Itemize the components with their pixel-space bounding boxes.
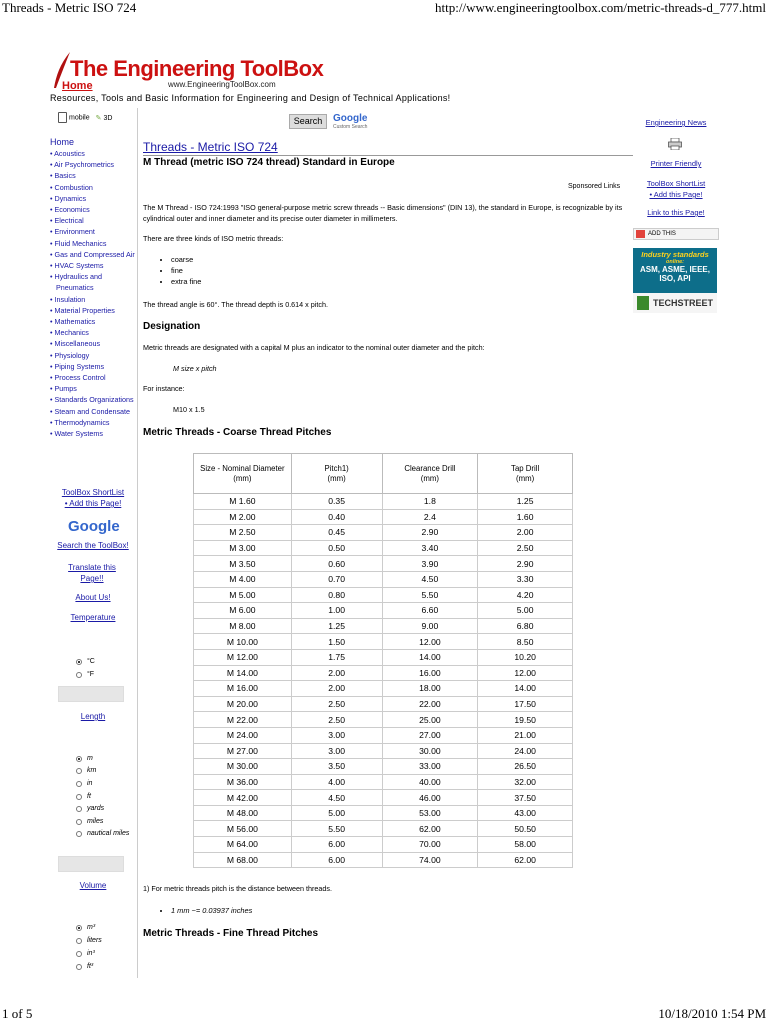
left-sidebar <box>48 108 138 978</box>
table-cell: 6.80 <box>478 618 573 634</box>
kinds-list <box>159 254 201 287</box>
table-row <box>194 649 573 665</box>
list-item: • 1 mm ~= 0.03937 inches <box>171 905 252 916</box>
sidebar-nav-item[interactable]: • Thermodynamics <box>50 417 110 427</box>
table-cell: 9.00 <box>382 618 478 634</box>
sidebar-nav-item[interactable]: • Acoustics <box>50 149 85 158</box>
volume-liters-label: liters <box>87 937 102 944</box>
table-cell: 2.00 <box>478 525 573 541</box>
length-nautical-label: nautical miles <box>87 830 130 837</box>
temp-celsius-label: °C <box>87 658 95 665</box>
table-header-row <box>194 454 573 494</box>
table-cell: 3.50 <box>291 759 382 775</box>
print-date: 10/18/2010 1:54 PM <box>658 1006 766 1021</box>
page-subtitle: M Thread (metric ISO 724 thread) Standard in Europe <box>143 157 395 168</box>
radio-in[interactable] <box>76 781 82 787</box>
table-row <box>194 696 573 712</box>
ad-line4: ISO, API <box>659 274 691 283</box>
right-shortlist-link[interactable]: ToolBox ShortList <box>646 179 706 188</box>
radio-m[interactable] <box>76 756 82 762</box>
table-cell: 0.45 <box>291 525 382 541</box>
table-row <box>194 805 573 821</box>
list-item: • fine <box>171 265 201 276</box>
sidebar-nav-item[interactable]: • Economics <box>50 205 90 215</box>
sidebar-nav-item[interactable]: • Process Control <box>50 373 106 383</box>
table-cell: 5.50 <box>382 587 478 603</box>
sidebar-nav-item[interactable]: • Air Psychrometrics <box>50 160 115 170</box>
table-cell: 0.80 <box>291 587 382 603</box>
table-cell: 12.00 <box>382 634 478 650</box>
length-yards-label: yards <box>87 805 105 812</box>
length-m[interactable] <box>76 755 93 762</box>
plus-icon <box>636 230 645 238</box>
table-cell: M 24.00 <box>194 727 292 743</box>
table-cell: M 56.00 <box>194 821 292 837</box>
table-cell: 2.50 <box>478 540 573 556</box>
page-title[interactable]: Threads - Metric ISO 724 <box>143 140 633 156</box>
three-d-label: 3D <box>103 114 113 122</box>
table-row <box>194 587 573 603</box>
conversion-list <box>159 905 252 916</box>
radio-celsius[interactable] <box>76 659 82 665</box>
view-options <box>58 112 112 123</box>
coarse-heading: Metric Threads - Coarse Thread Pitches <box>143 427 332 438</box>
table-cell: 32.00 <box>478 774 573 790</box>
table-cell: 0.40 <box>291 509 382 525</box>
designation-heading: Designation <box>143 321 201 332</box>
table-cell: 1.8 <box>382 494 478 510</box>
table-cell: 74.00 <box>382 852 478 868</box>
translate-link[interactable]: Translate this Page!! <box>68 563 116 583</box>
radio-km[interactable] <box>76 768 82 774</box>
volume-in3-label: in³ <box>87 950 95 957</box>
table-cell: M 3.50 <box>194 556 292 572</box>
table-cell: 18.00 <box>382 681 478 697</box>
table-cell: 2.00 <box>291 681 382 697</box>
table-cell: 50.50 <box>478 821 573 837</box>
list-item: • extra fine <box>171 276 201 287</box>
radio-liters[interactable] <box>76 938 82 944</box>
table-cell: 27.00 <box>382 727 478 743</box>
table-cell: 62.00 <box>478 852 573 868</box>
table-cell: 3.40 <box>382 540 478 556</box>
volume-liters[interactable] <box>76 937 102 944</box>
table-cell: 2.90 <box>382 525 478 541</box>
google-custom-search-badge <box>333 113 367 130</box>
table-cell: 1.60 <box>478 509 573 525</box>
table-cell: 5.50 <box>291 821 382 837</box>
table-cell: 0.50 <box>291 540 382 556</box>
sidebar-nav-item[interactable]: • Material Properties <box>50 305 115 315</box>
sidebar-nav-item[interactable]: • Standards Organizations <box>50 395 134 405</box>
table-row <box>194 681 573 697</box>
table-row <box>194 821 573 837</box>
table-cell: 46.00 <box>382 790 478 806</box>
add-page-link[interactable]: • Add this Page! <box>64 499 122 508</box>
table-cell: M 68.00 <box>194 852 292 868</box>
kinds-intro: There are three kinds of ISO metric threads: <box>143 234 284 243</box>
table-cell: 2.4 <box>382 509 478 525</box>
search-toolbox-link[interactable]: Search the ToolBox! <box>57 541 129 550</box>
table-cell: 1.00 <box>291 603 382 619</box>
list-item: • coarse <box>171 254 201 265</box>
table-cell: 17.50 <box>478 696 573 712</box>
table-cell: 4.50 <box>382 571 478 587</box>
table-row <box>194 509 573 525</box>
table-cell: 12.00 <box>478 665 573 681</box>
temp-fahrenheit-label: °F <box>87 671 95 678</box>
table-cell: 4.50 <box>291 790 382 806</box>
table-cell: M 22.00 <box>194 712 292 728</box>
table-row <box>194 494 573 510</box>
sidebar-nav-item[interactable]: • Physiology <box>50 350 90 360</box>
sidebar-nav-item[interactable]: • Basics <box>50 171 76 181</box>
table-cell: M 16.00 <box>194 681 292 697</box>
addthis-button[interactable] <box>633 228 719 240</box>
table-cell: 8.50 <box>478 634 573 650</box>
sidebar-nav-item[interactable]: • Gas and Compressed Air <box>50 249 135 259</box>
search-button[interactable]: Search <box>289 114 327 129</box>
temp-fahrenheit[interactable] <box>76 671 94 678</box>
table-row <box>194 603 573 619</box>
sidebar-nav-item[interactable]: • Combustion <box>50 182 93 192</box>
ad-line1: Industry standards <box>641 250 709 259</box>
logo-title: The Engineering ToolBox <box>70 56 324 81</box>
sidebar-nav-item[interactable]: • Electrical <box>50 216 84 226</box>
google-logo <box>68 518 118 535</box>
ad-brand <box>633 293 717 313</box>
table-header-cell: Clearance Drill (mm) <box>382 454 478 494</box>
length-link[interactable]: Length <box>80 712 106 721</box>
table-cell: 53.00 <box>382 805 478 821</box>
radio-miles[interactable] <box>76 819 82 825</box>
table-cell: 43.00 <box>478 805 573 821</box>
table-cell: 30.00 <box>382 743 478 759</box>
sidebar-nav-item[interactable]: • HVAC Systems <box>50 261 104 271</box>
radio-ft[interactable] <box>76 794 82 800</box>
sidebar-nav-item[interactable]: • Mechanics <box>50 328 89 338</box>
print-footer <box>0 1006 768 1024</box>
table-cell: 14.00 <box>478 681 573 697</box>
printer-friendly-link[interactable]: Printer Friendly <box>650 159 702 168</box>
sidebar-nav-item[interactable]: • Environment <box>50 227 95 237</box>
toolbox-shortlist-link[interactable]: ToolBox ShortList <box>61 488 125 497</box>
table-cell: M 10.00 <box>194 634 292 650</box>
table-cell: 33.00 <box>382 759 478 775</box>
table-cell: 1.25 <box>478 494 573 510</box>
print-header <box>0 0 768 18</box>
table-cell: M 6.00 <box>194 603 292 619</box>
table-row <box>194 525 573 541</box>
table-body <box>194 494 573 868</box>
radio-yards[interactable] <box>76 806 82 812</box>
table-cell: M 12.00 <box>194 649 292 665</box>
pencil-icon: ✎ <box>95 114 102 122</box>
volume-ft3[interactable] <box>76 963 93 970</box>
table-row <box>194 774 573 790</box>
about-link[interactable]: About Us! <box>75 593 111 602</box>
sidebar-nav-item[interactable]: • Insulation <box>50 294 86 304</box>
table-cell: 19.50 <box>478 712 573 728</box>
table-cell: 16.00 <box>382 665 478 681</box>
table-row <box>194 634 573 650</box>
table-cell: 1.25 <box>291 618 382 634</box>
temperature-link[interactable]: Temperature <box>70 613 116 622</box>
table-row <box>194 571 573 587</box>
table-cell: M 42.00 <box>194 790 292 806</box>
sidebar-nav-item[interactable]: • Pumps <box>50 384 77 394</box>
radio-fahrenheit[interactable] <box>76 672 82 678</box>
tagline: Resources, Tools and Basic Information for Engineering and Design of Technical Applications! <box>50 93 451 103</box>
length-ft[interactable] <box>76 793 91 800</box>
table-cell: 2.00 <box>291 665 382 681</box>
length-m-label: m <box>87 755 93 762</box>
mobile-link[interactable] <box>58 112 90 123</box>
logo-home-link[interactable]: Home <box>62 80 93 92</box>
volume-m3[interactable] <box>76 924 95 931</box>
table-cell: 3.30 <box>478 571 573 587</box>
table-row <box>194 759 573 775</box>
table-cell: 4.00 <box>291 774 382 790</box>
print-url: http://www.engineeringtoolbox.com/metric-threads-d_777.html <box>435 0 766 15</box>
table-cell: 40.00 <box>382 774 478 790</box>
table-cell: 24.00 <box>478 743 573 759</box>
coarse-thread-table <box>193 453 573 868</box>
techstreet-logo-icon <box>637 296 649 310</box>
length-yards[interactable] <box>76 805 104 812</box>
table-cell: M 8.00 <box>194 618 292 634</box>
table-cell: 2.50 <box>291 696 382 712</box>
sidebar-nav-item[interactable]: • Hydraulics and Pneumatics <box>50 272 103 293</box>
table-cell: M 2.00 <box>194 509 292 525</box>
table-cell: M 27.00 <box>194 743 292 759</box>
table-cell: 1.50 <box>291 634 382 650</box>
table-cell: 26.50 <box>478 759 573 775</box>
table-row <box>194 727 573 743</box>
length-km-label: km <box>87 767 97 774</box>
engineering-news-link[interactable]: Engineering News <box>645 118 707 127</box>
table-cell: 70.00 <box>382 837 478 853</box>
table-cell: 2.90 <box>478 556 573 572</box>
length-nautical[interactable] <box>60 830 130 837</box>
ad-line2: online: <box>665 259 685 265</box>
for-instance: For instance: <box>143 384 185 393</box>
table-cell: 6.60 <box>382 603 478 619</box>
table-cell: 5.00 <box>291 805 382 821</box>
table-cell: M 30.00 <box>194 759 292 775</box>
length-miles[interactable] <box>76 818 103 825</box>
table-row <box>194 712 573 728</box>
designation-format: M size x pitch <box>173 364 217 373</box>
sidebar-nav-item[interactable]: • Miscellaneous <box>50 339 101 349</box>
table-header-cell: Size - Nominal Diameter (mm) <box>194 454 292 494</box>
table-cell: 0.60 <box>291 556 382 572</box>
table-cell: 6.00 <box>291 852 382 868</box>
table-cell: M 36.00 <box>194 774 292 790</box>
table-cell: M 5.00 <box>194 587 292 603</box>
logo-url: www.EngineeringToolBox.com <box>168 80 276 89</box>
print-title: Threads - Metric ISO 724 <box>2 0 137 15</box>
mobile-icon <box>58 112 67 123</box>
length-km[interactable] <box>76 767 96 774</box>
site-logo[interactable] <box>50 50 324 94</box>
table-cell: M 48.00 <box>194 805 292 821</box>
table-cell: 3.90 <box>382 556 478 572</box>
table-row <box>194 790 573 806</box>
table-cell: M 2.50 <box>194 525 292 541</box>
table-row <box>194 540 573 556</box>
table-row <box>194 618 573 634</box>
thread-angle-text: The thread angle is 60°. The thread depth is 0.614 x pitch. <box>143 300 328 309</box>
ad-line3: ASM, ASME, IEEE, <box>640 265 710 274</box>
table-cell: M 3.00 <box>194 540 292 556</box>
table-row <box>194 556 573 572</box>
table-cell: 10.20 <box>478 649 573 665</box>
table-cell: 0.70 <box>291 571 382 587</box>
printer-icon[interactable] <box>668 138 682 150</box>
table-cell: 6.00 <box>291 837 382 853</box>
table-row <box>194 852 573 868</box>
table-cell: M 1.60 <box>194 494 292 510</box>
table-row <box>194 743 573 759</box>
designation-text: Metric threads are designated with a capital M plus an indicator to the nominal outer diameter and the pitch: <box>143 343 485 352</box>
table-cell: 4.20 <box>478 587 573 603</box>
table-header-cell: Pitch1) (mm) <box>291 454 382 494</box>
print-page-number: 1 of 5 <box>2 1006 33 1021</box>
table-cell: M 20.00 <box>194 696 292 712</box>
table-cell: 3.00 <box>291 727 382 743</box>
sidebar-nav-item[interactable]: • Fluid Mechanics <box>50 238 107 248</box>
sidebar-nav-item[interactable]: • Water Systems <box>50 429 103 439</box>
google-badge-text: Google <box>333 113 368 124</box>
table-header-cell: Tap Drill (mm) <box>478 454 573 494</box>
table-cell: 14.00 <box>382 649 478 665</box>
volume-link[interactable]: Volume <box>79 881 107 890</box>
length-convert-button[interactable] <box>58 856 124 872</box>
sidebar-nav-item[interactable]: • Steam and Condensate <box>50 406 131 416</box>
right-add-page-link[interactable]: • Add this Page! <box>649 190 703 199</box>
volume-ft3-label: ft³ <box>87 963 94 970</box>
sidebar-nav-item[interactable]: • Mathematics <box>50 317 96 327</box>
sponsored-links-label: Sponsored Links <box>568 183 621 190</box>
temperature-convert-button[interactable] <box>58 686 124 702</box>
table-cell: 2.50 <box>291 712 382 728</box>
fine-heading: Metric Threads - Fine Thread Pitches <box>143 928 319 939</box>
intro-paragraph: The M Thread - ISO 724:1993 "ISO general-purpose metric screw threads -- Basic dimensions" (DIN 13), the standard in Europe, is recognizable by its cylindrical outer and inner diameter and its precise outer diameter in millimeters. <box>143 203 623 223</box>
example-designation: M10 x 1.5 <box>173 405 205 414</box>
google-badge-sub: Custom Search <box>333 124 368 130</box>
google-logo-text: Google <box>68 518 120 535</box>
temp-celsius[interactable] <box>76 658 95 665</box>
table-cell: 0.35 <box>291 494 382 510</box>
table-cell: M 14.00 <box>194 665 292 681</box>
ad-brand-label: TECHSTREET <box>652 298 713 308</box>
table-cell: 1.75 <box>291 649 382 665</box>
nav-list <box>50 148 138 439</box>
radio-in3[interactable] <box>76 951 82 957</box>
sidebar-nav-item[interactable]: • Dynamics <box>50 193 87 203</box>
length-ft-label: ft <box>87 793 91 800</box>
table-cell: 3.00 <box>291 743 382 759</box>
length-in-label: in <box>87 780 93 787</box>
link-to-page[interactable]: Link to this Page! <box>647 208 705 217</box>
radio-nautical[interactable] <box>76 831 82 837</box>
table-row <box>194 837 573 853</box>
sidebar-nav-item[interactable]: • Piping Systems <box>50 361 105 371</box>
three-d-link[interactable] <box>96 114 113 122</box>
length-miles-label: miles <box>87 818 104 825</box>
nav-home[interactable]: Home <box>50 137 75 147</box>
table-row <box>194 665 573 681</box>
volume-m3-label: m³ <box>87 924 96 931</box>
table-cell: 62.00 <box>382 821 478 837</box>
table-cell: M 4.00 <box>194 571 292 587</box>
table-cell: M 64.00 <box>194 837 292 853</box>
table-cell: 25.00 <box>382 712 478 728</box>
table-cell: 5.00 <box>478 603 573 619</box>
addthis-label: ADD THIS <box>648 231 676 237</box>
techstreet-ad[interactable] <box>633 248 717 313</box>
mobile-label: mobile <box>69 114 90 122</box>
table-cell: 22.00 <box>382 696 478 712</box>
radio-m3[interactable] <box>76 925 82 931</box>
table-cell: 58.00 <box>478 837 573 853</box>
pitch-footnote: 1) For metric threads pitch is the distance between threads. <box>143 884 332 893</box>
table-cell: 21.00 <box>478 727 573 743</box>
length-in[interactable] <box>76 780 92 787</box>
table-cell: 37.50 <box>478 790 573 806</box>
radio-ft3[interactable] <box>76 964 82 970</box>
volume-in3[interactable] <box>76 950 95 957</box>
